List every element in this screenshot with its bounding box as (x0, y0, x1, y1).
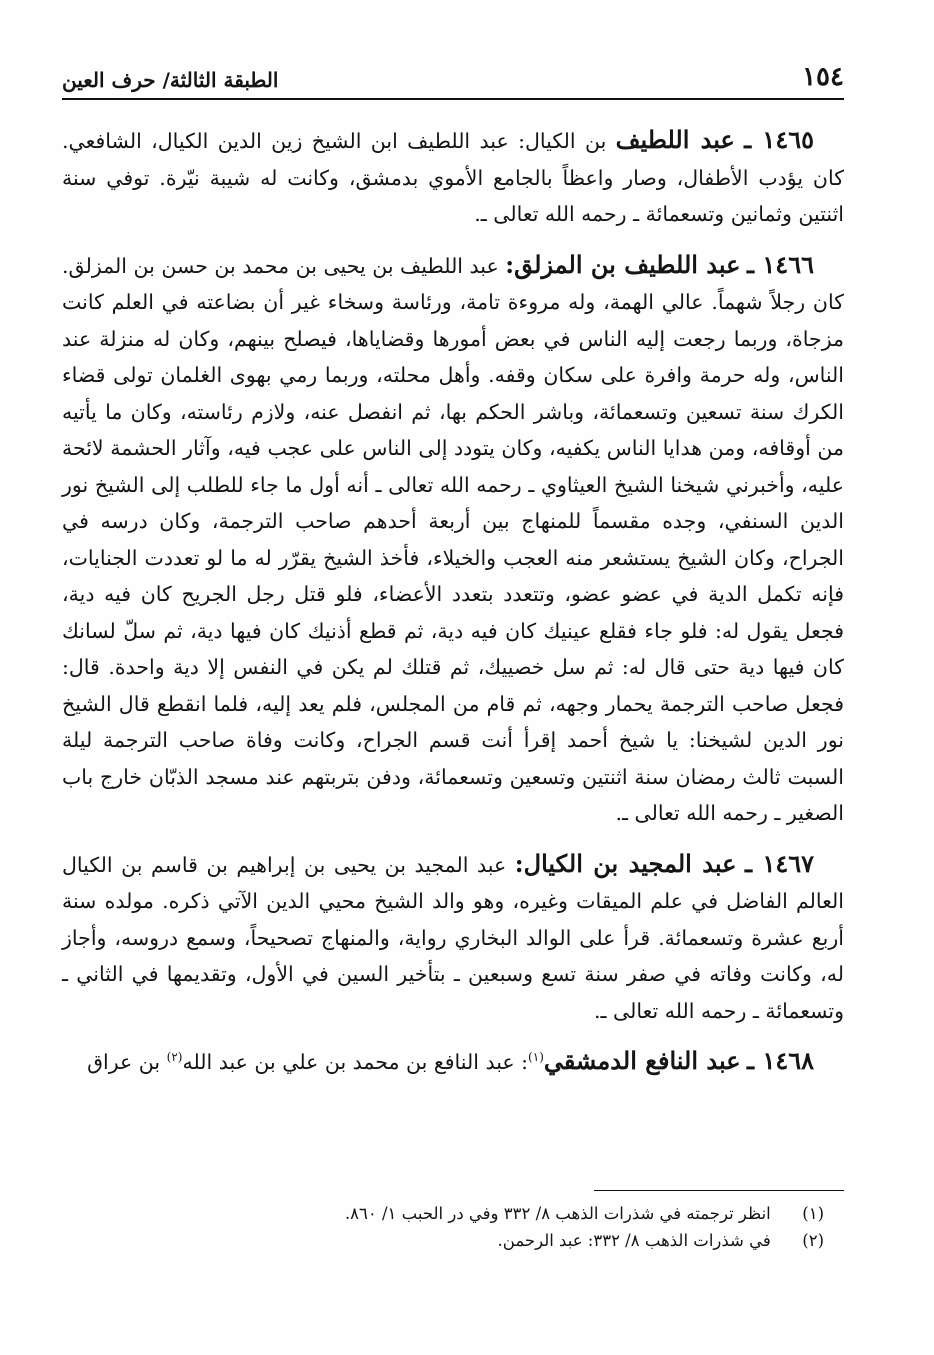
entry-name: عبد النافع الدمشقي (543, 1046, 741, 1075)
main-text (62, 122, 844, 1095)
footnote-divider (594, 1190, 844, 1191)
entry-1468 (62, 1043, 844, 1081)
entry-number: ١٤٦٨ ـ (747, 1046, 814, 1075)
entry-text: : عبد النافع بن محمد بن علي بن عبد الله (182, 1050, 529, 1074)
entry-name: عبد اللطيف بن المزلق: (505, 249, 741, 279)
entry-text: عبد المجيد بن يحيى بن إبراهيم بن قاسم بن الكيال العالم الفاضل في علم الميقات وغيره، وهو والد الشيخ محيي الدين الآتي ذكره. مولده سنة أربع عشرة وتسعمائة. قرأ على الوالد البخاري رواية، والمنهاج تصحيحاً، وسمع دروسه، وأجاز له، وكانت وفاته في صفر سنة تسع وسبعين ـ بتأخير السين في الأول، وتقديمها في الثاني ـ وتسعمائة ـ رحمه الله تعالى ـ. (62, 852, 844, 1023)
entry-number: ١٤٦٦ ـ (747, 249, 814, 279)
entry-1467 (62, 846, 844, 1030)
entry-1466 (62, 247, 844, 832)
page-header (62, 56, 844, 100)
footnote-ref-2: (٢) (166, 1050, 183, 1065)
footnotes (62, 1200, 844, 1254)
footnote-1 (62, 1200, 844, 1227)
entry-number: ١٤٦٥ ـ (744, 125, 814, 154)
running-head: الطبقة الثالثة/ حرف العين (62, 68, 279, 92)
entry-1465 (62, 122, 844, 233)
entry-text-continued: بن عراق (87, 1050, 167, 1074)
footnote-number: (٢) (802, 1231, 824, 1250)
footnote-number: (١) (802, 1204, 824, 1223)
footnote-ref-1: (١) (528, 1050, 544, 1065)
footnote-2 (62, 1227, 844, 1254)
entry-text: عبد اللطيف بن يحيى بن محمد بن حسن بن المزلق. كان رجلاً شهماً. عالي الهمة، وله مروءة تامة، ورئاسة وسخاء غير أن بضاعته في العلم كانت مزجاة، وربما رجعت إليه الناس في بعض أمورها وقضاياها، فيصلح بينهم، وكان له منزلة عند الناس، وله حرمة وافرة على سكان وقفه. وأهل محلته، وربما رمي بهوى الغلمان تولى قضاء الكرك سنة تسعين وتسعمائة، وباشر الحكم بها، ثم انفصل عنه، ولازم رئاسته، وكان ما يأتيه من أوقافه، ومن هدايا الناس يكفيه، وكان يتودد إلى الناس على عجب فيه، وآثار الحشمة لائحة عليه، وأخبرني شيخنا الشيخ العيثاوي ـ رحمه الله تعالى ـ أنه أول ما جاء للطلب إلى الشيخ نور الدين السنفي، وجده مقسماً للمنهاج بين أربعة أحدهم صاحب الترجمة، وكان درسه في الجراح، وكان الشيخ يستشعر منه العجب والخيلاء، فأخذ الشيخ يقرّر له ما لو تعددت الجنايات، فإنه تكمل الدية في عضو عضو، وتتعدد بتعدد الأعضاء، فلو قتل رجل الجريح كان فيه دية، فجعل يقول له: فلو جاء فقلع عينيك كان فيه دية، ثم قطع أذنيك كان فيها دية، ثم سلّ لسانك كان فيها دية حتى قال له: ثم سل خصييك، ثم قتلك لم يكن في النفس إلا دية واحدة. قال: فجعل صاحب الترجمة يحمار وجهه، ثم قام من المجلس، فلم يعد إليه، فلما انقطع قال الشيخ نور الدين لشيخنا: يا شيخ أحمد إقرأ أنت قسم الجراح، وكانت وفاة صاحب الترجمة ليلة السبت ثالث رمضان سنة اثنتين وتسعين وتسعمائة، ودفن بتربتهم عند مسجد الذبّان خارج باب الصغير ـ رحمه الله تعالى ـ. (62, 253, 844, 825)
entry-text: بن الكيال: عبد اللطيف ابن الشيخ زين الدين الكيال، الشافعي. كان يؤدب الأطفال، وصار واعظاً بالجامع الأموي بدمشق، وكانت له شيبة نيّرة. توفي سنة اثنتين وثمانين وتسعمائة ـ رحمه الله تعالى ـ. (62, 129, 844, 226)
entry-number: ١٤٦٧ ـ (744, 848, 814, 878)
page-number: ١٥٤ (802, 62, 844, 92)
entry-name: عبد اللطيف (615, 125, 735, 154)
footnote-text: انظر ترجمته في شذرات الذهب ٨/ ٣٣٢ وفي در الحبب ١/ ٨٦٠. (344, 1204, 771, 1223)
entry-name: عبد المجيد بن الكيال: (514, 848, 737, 878)
footnote-text: في شذرات الذهب ٨/ ٣٣٢: عبد الرحمن. (497, 1231, 771, 1250)
